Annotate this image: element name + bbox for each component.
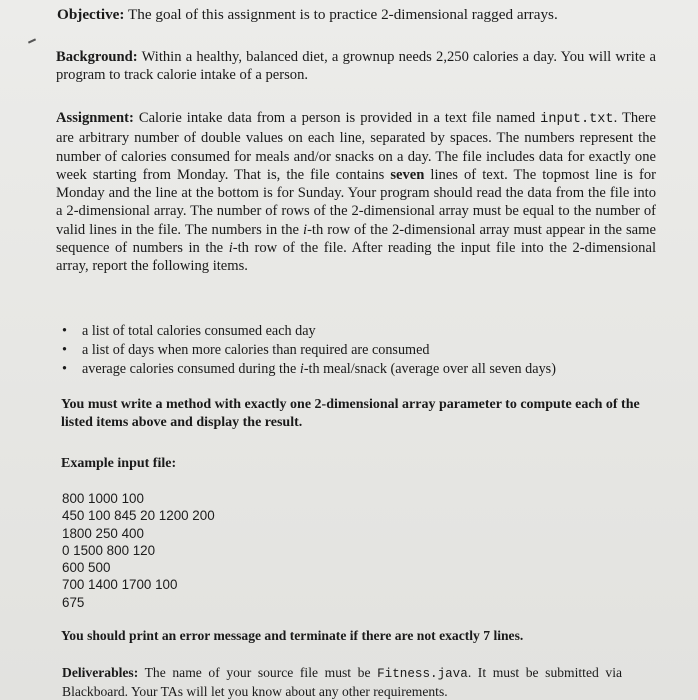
example-line: 800 1000 100 <box>62 491 144 506</box>
assignment-text-4: -th row of the 2-dimensional array must appear in the same sequence of numbers in the <box>56 221 656 257</box>
error-note: You should print an error message and terminate if there are not exactly 7 lines. <box>61 628 524 643</box>
report-items-list <box>62 322 652 379</box>
objective-line <box>57 6 558 24</box>
example-line: 0 1500 800 120 <box>62 542 156 558</box>
example-input-lines <box>62 490 215 611</box>
bullet-text-2: a list of days when more calories than required are consumed <box>82 342 430 358</box>
bullet-text-3a: average calories consumed during the <box>82 361 297 377</box>
method-note: You must write a method with exactly one 2-dimensional array parameter to compute each of the listed items above and display the result. <box>61 397 640 430</box>
deliverables-paragraph <box>62 664 622 700</box>
example-line: 450 100 845 20 1200 200 <box>62 508 215 524</box>
list-item <box>62 360 652 379</box>
ith-index-2: i <box>228 240 233 257</box>
example-line: 600 500 <box>62 560 111 576</box>
deliverables-label: Deliverables: <box>62 665 139 680</box>
assignment-text-2: . There are arbitrary number of double values on each line, separated by spaces. The numbers represent the number of calories consumed for meals and/or snacks on a day. The file includes data for exactly one week starting from Monday. That is, the file contains <box>56 110 656 183</box>
seven-emphasis: seven <box>390 166 425 183</box>
bullet-text-3b: -th meal/snack (average over all seven days) <box>303 361 556 377</box>
assignment-text-3: lines of text. The topmost line is for Monday and the line at the bottom is for Sunday. Your program should read the data from the file into a 2-dimensional array. The number of rows of the 2-dimensional array must be equal to the number of valid lines in the file. The numbers in the <box>56 166 656 238</box>
background-label: Background: <box>56 49 138 65</box>
assignment-paragraph <box>56 109 656 276</box>
assignment-label: Assignment: <box>56 110 134 126</box>
deliverables-text-2: . It must be submitted via Blackboard. Your TAs will let you know about any other requirements. <box>62 665 622 699</box>
example-line: 675 <box>62 594 85 610</box>
list-item <box>62 322 652 341</box>
example-line: 700 1400 1700 100 <box>62 577 178 593</box>
assignment-text-1: Calorie intake data from a person is provided in a text file named <box>138 110 536 126</box>
input-filename: input.txt <box>540 112 614 127</box>
bullet-text-1: a list of total calories consumed each day <box>82 323 316 339</box>
bullet-ith: i <box>299 361 304 377</box>
pen-mark <box>28 38 36 43</box>
objective-label: Objective: <box>57 6 125 23</box>
background-text: Within a healthy, balanced diet, a grownup needs 2,250 calories a day. You will write a program to track calorie intake of a person. <box>56 49 656 83</box>
objective-text: The goal of this assignment is to practice 2-dimensional ragged arrays. <box>128 6 558 23</box>
example-heading: Example input file: <box>61 456 177 471</box>
ith-index-1: i <box>303 221 308 238</box>
example-line: 1800 250 400 <box>62 525 144 541</box>
deliverables-text-1: The name of your source file must be <box>144 665 371 680</box>
list-item <box>62 341 652 360</box>
source-filename: Fitness.java <box>377 667 468 681</box>
background-paragraph <box>56 48 656 84</box>
assignment-text-5: -th row of the file. After reading the input file into the 2-dimensional array, report the following items. <box>56 240 656 275</box>
